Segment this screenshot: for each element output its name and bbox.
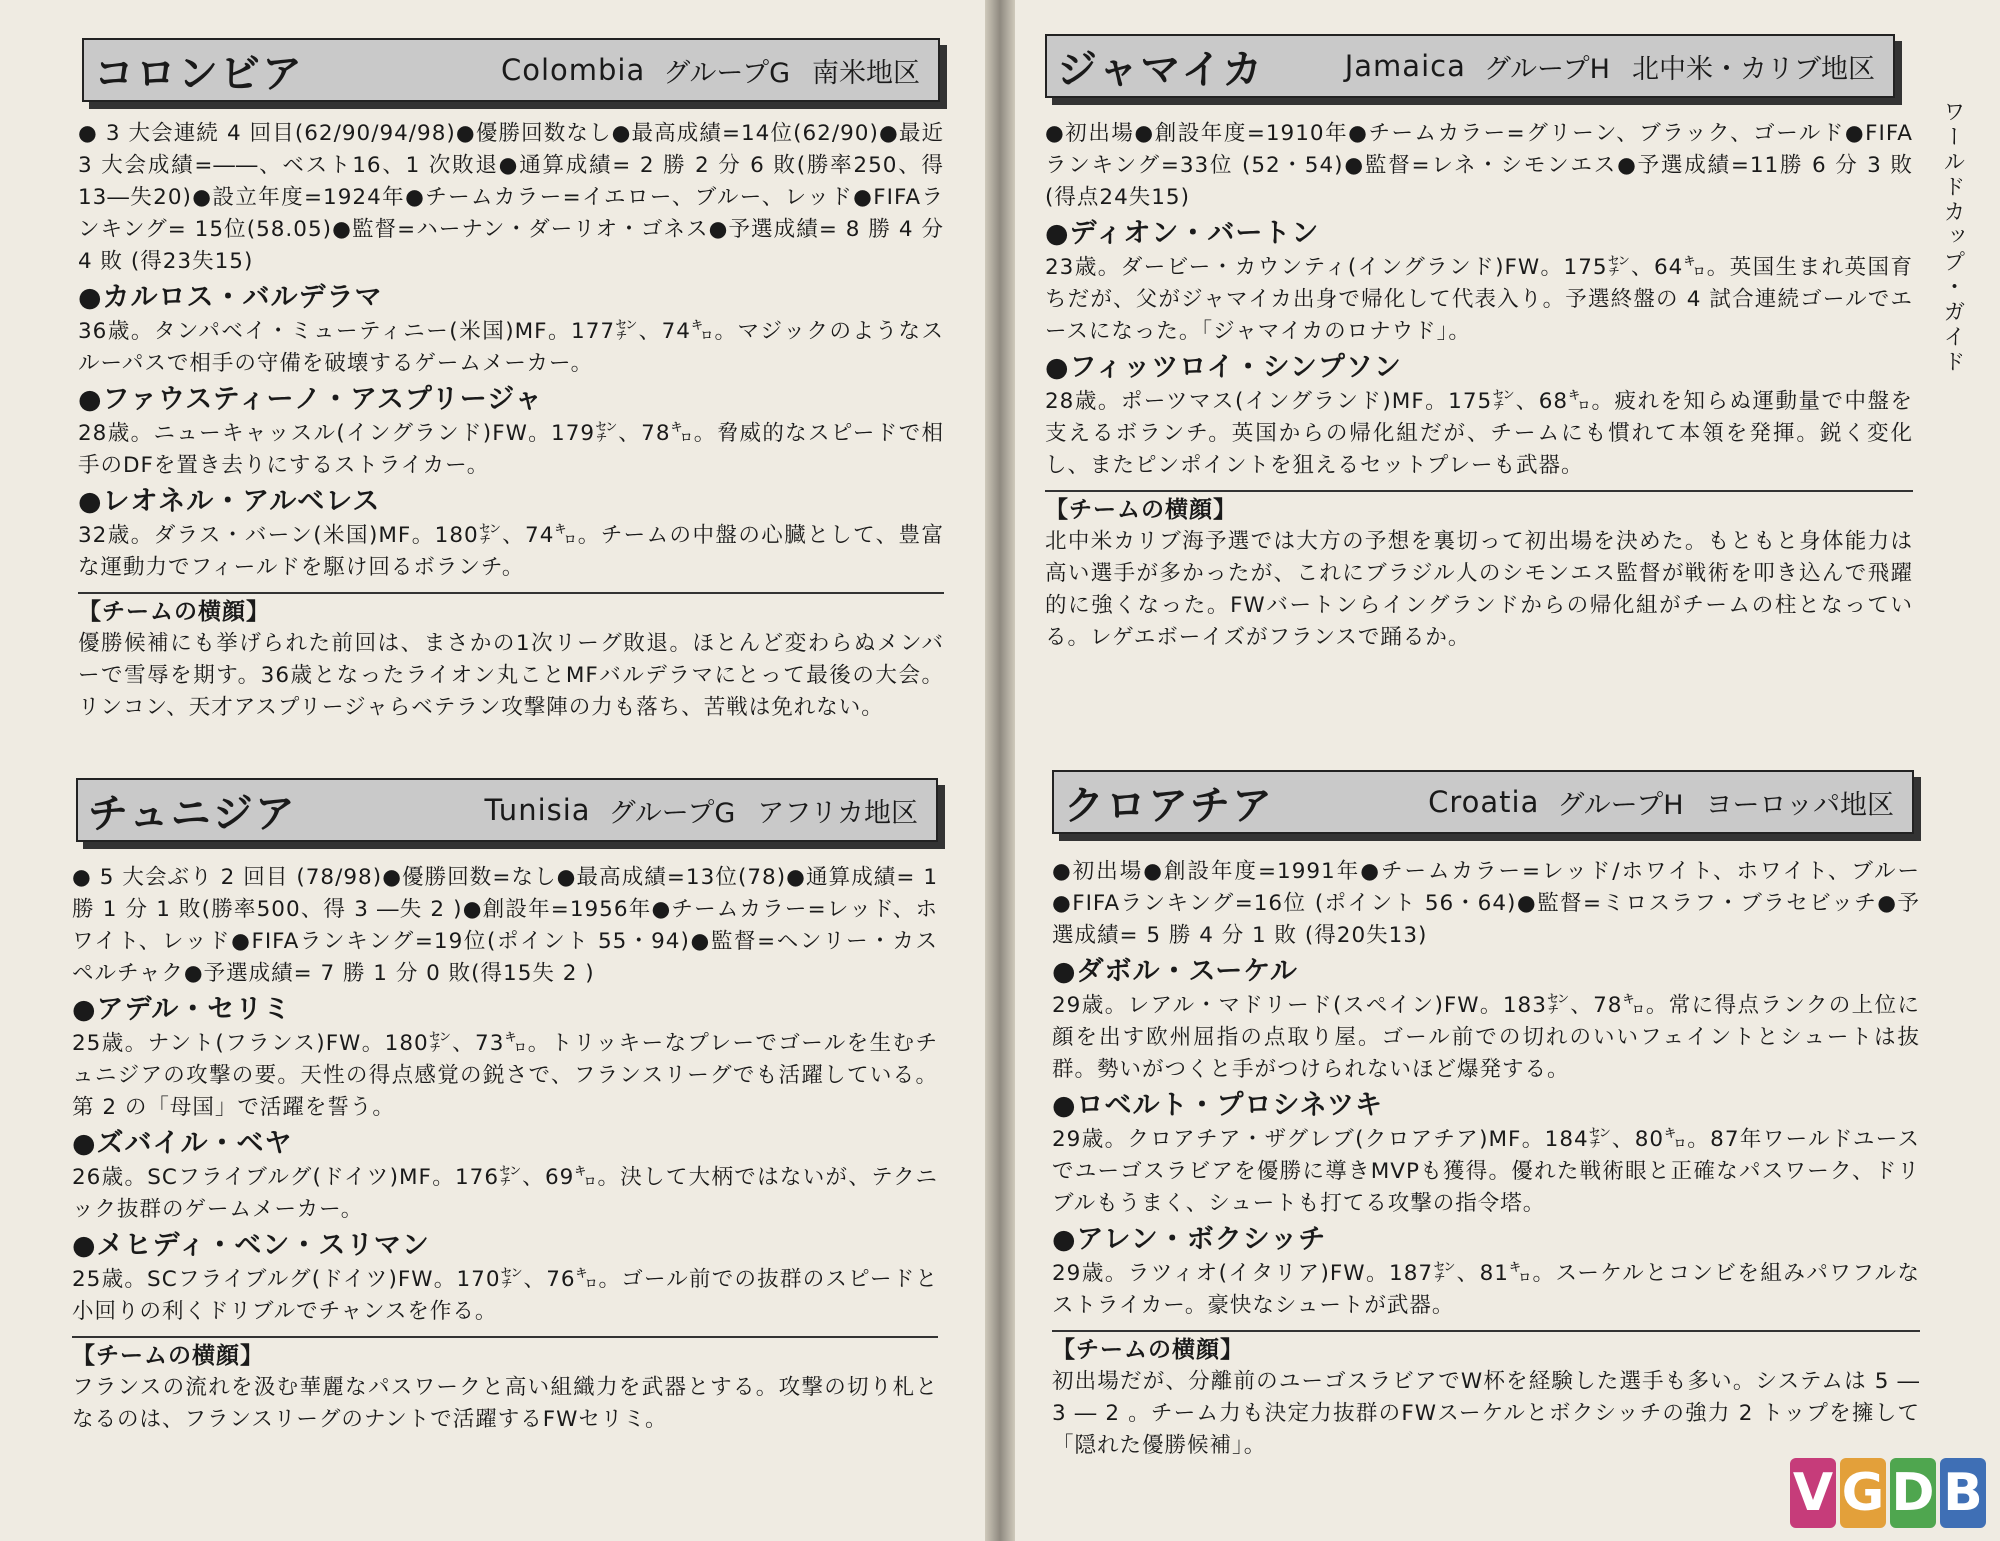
team-profile-title: 【チームの横顔】 [1045,497,1237,523]
team-group: グループG [663,57,790,89]
player-name: ●フィッツロイ・シンプソン [1045,352,1402,383]
team-name-en: Colombia [500,53,646,87]
team-section-colombia [78,118,944,724]
team-profile-title: 【チームの横顔】 [78,599,270,625]
team-region: 南米地区 [812,57,920,89]
team-profile [72,1336,938,1436]
team-group: グループH [1557,789,1684,821]
team-stats: ●初出場●創設年度=1991年●チームカラー=レッド/ホワイト、ホワイト、ブルー●FIFAランキング=16位 (ポイント 56・64)●監督=ミロスラフ・ブラセビッチ●予選成績= 5 勝 4 分 1 敗 (得20失13) [1052,859,1920,948]
team-section-jamaica [1045,118,1913,654]
team-profile [1045,490,1913,654]
team-name-jp: クロアチア [1064,782,1274,829]
team-stats: ●初出場●創設年度=1910年●チームカラー=グリーン、ブラック、ゴールド●FIFAランキング=33位 (52・54)●監督=レネ・シモンエス●予選成績=11勝 6 分 3 敗 (得点24失15) [1045,121,1913,210]
player-name: ●ロベルト・プロシネツキ [1052,1090,1383,1121]
player-desc: 29歳。クロアチア・ザグレブ(クロアチア)MF。184㌢、80㌔。87年ワールドユースでユーゴスラビアを優勝に導きMVPも獲得。優れた戦術眼と正確なパスワーク、ドリブルもうまく、シュートも打てる攻撃の指令塔。 [1052,1127,1920,1216]
player-name: ●ズバイル・ベヤ [72,1128,293,1159]
logo-letter-d: D [1890,1458,1936,1528]
player-desc: 29歳。ラツィオ(イタリア)FW。187㌢、81㌔。スーケルとコンビを組みパワフルなストライカー。豪快なシュートが武器。 [1052,1261,1920,1318]
team-header-croatia [1052,770,1914,834]
logo-letter-g: G [1840,1458,1886,1528]
team-name-jp: コロンビア [94,50,304,97]
book-gutter [985,0,1015,1541]
team-name-en: Croatia [1428,785,1540,819]
player-name: ●カルロス・バルデラマ [78,282,383,313]
player-desc: 23歳。ダービー・カウンティ(イングランド)FW。175㌢、64㌔。英国生まれ英国育ちだが、父がジャマイカ出身で帰化して代表入り。予選終盤の 4 試合連続ゴールでエースになった。「ジャマイカのロナウド」。 [1045,255,1913,344]
team-header-tunisia [76,778,938,842]
player-desc: 25歳。ナント(フランス)FW。180㌢、73㌔。トリッキーなプレーでゴールを生むチュニジアの攻撃の要。天性の得点感覚の鋭さで、フランスリーグでも活躍している。第 2 の「母国」で活躍を誓う。 [72,1031,938,1120]
player-name: ●ディオン・バートン [1045,218,1320,249]
team-stats: ● 5 大会ぶり 2 回目 (78/98)●優勝回数=なし●最高成績=13位(78)●通算成績= 1 勝 1 分 1 敗(勝率500、得 3 ―失 2 )●創設年=1956年●チームカラー=レッド、ホワイト、レッド●FIFAランキング=19位(ポイント 55・94)●監督=ヘンリー・カスペルチャク●予選成績= 7 勝 1 分 0 敗(得15失 2 ) [72,865,938,986]
team-profile-title: 【チームの横顔】 [1052,1337,1244,1363]
player-desc: 36歳。タンパベイ・ミューティニー(米国)MF。177㌢、74㌔。マジックのようなスルーパスで相手の守備を破壊するゲームメーカー。 [78,319,944,376]
team-name-jp: チュニジア [88,790,297,837]
team-name-en: Jamaica [1344,49,1466,83]
logo-letter-b: B [1940,1458,1986,1528]
player-desc: 29歳。レアル・マドリード(スペイン)FW。183㌢、78㌔。常に得点ランクの上位に顔を出す欧州屈指の点取り屋。ゴール前での切れのいいフェイントとシュートは抜群。勢いがつくと手がつけられないほど爆発する。 [1052,993,1920,1082]
player-desc: 28歳。ポーツマス(イングランド)MF。175㌢、68㌔。疲れを知らぬ運動量で中盤を支えるボランチ。英国からの帰化組だが、チームにも慣れて本領を発揮。鋭く変化し、またピンポイントを狙えるセットプレーも武器。 [1045,389,1913,478]
vgdb-watermark-logo [1790,1458,1986,1528]
player-name: ●レオネル・アルベレス [78,486,381,517]
team-header-colombia [82,38,940,102]
team-profile-text: 初出場だが、分離前のユーゴスラビアでW杯を経験した選手も多い。システムは 5 ― 3 ― 2 。チーム力も決定力抜群のFWスーケルとボクシッチの強力 2 トップを擁して「隠れた優勝候補」。 [1052,1369,1920,1458]
team-section-tunisia [72,862,938,1436]
team-profile-text: 優勝候補にも挙げられた前回は、まさかの1次リーグ敗退。ほとんど変わらぬメンバーで雪辱を期す。36歳となったライオン丸ことMFバルデラマにとって最後の大会。リンコン、天才アスプリージャらベテラン攻撃陣の力も落ち、苦戦は免れない。 [78,631,944,720]
team-name-en: Tunisia [484,793,591,827]
team-profile-text: フランスの流れを汲む華麗なパスワークと高い組織力を武器とする。攻撃の切り札となるのは、フランスリーグのナントで活躍するFWセリミ。 [72,1375,938,1432]
team-profile-title: 【チームの横顔】 [72,1343,264,1369]
player-name: ●アデル・セリミ [72,994,292,1025]
player-desc: 28歳。ニューキャッスル(イングランド)FW。179㌢、78㌔。脅威的なスピードで相手のDFを置き去りにするストライカー。 [78,421,944,478]
logo-letter-v: V [1790,1458,1836,1528]
player-name: ●ファウスティーノ・アスプリージャ [78,384,543,415]
player-name: ●メヒディ・ベン・スリマン [72,1230,430,1261]
team-group: グループG [608,797,736,829]
chapter-side-tab: ワールドカップ・ガイド [1940,100,1965,375]
team-section-croatia [1052,856,1920,1462]
team-stats: ● 3 大会連続 4 回目(62/90/94/98)●優勝回数なし●最高成績=14位(62/90)●最近 3 大会成績=――、ベスト16、1 次敗退●通算成績= 2 勝 2 分 6 敗(勝率250、得13―失20)●設立年度=1924年●チームカラー=イエロー、ブルー、レッド●FIFAランキング= 15位(58.05)●監督=ハーナン・ダーリオ・ゴネス●予選成績= 8 勝 4 分 4 敗 (得23失15) [78,121,944,274]
team-group: グループH [1483,53,1610,85]
team-header-jamaica [1045,34,1895,98]
team-profile [78,592,944,724]
team-region: アフリカ地区 [757,797,918,829]
team-region: 北中米・カリブ地区 [1632,53,1875,85]
player-name: ●アレン・ボクシッチ [1052,1224,1327,1255]
team-region: ヨーロッパ地区 [1705,789,1894,821]
player-name: ●ダボル・スーケル [1052,956,1298,987]
player-desc: 26歳。SCフライブルグ(ドイツ)MF。176㌢、69㌔。決して大柄ではないが、テクニック抜群のゲームメーカー。 [72,1165,938,1222]
team-profile [1052,1330,1920,1462]
team-profile-text: 北中米カリブ海予選では大方の予想を裏切って初出場を決めた。もともと身体能力は高い選手が多かったが、これにブラジル人のシモンエス監督が戦術を叩き込んで飛躍的に強くなった。FWバートンらイングランドからの帰化組がチームの柱となっている。レゲエボーイズがフランスで踊るか。 [1045,529,1913,650]
team-name-jp: ジャマイカ [1057,46,1265,93]
player-desc: 32歳。ダラス・バーン(米国)MF。180㌢、74㌔。チームの中盤の心臓として、豊富な運動力でフィールドを駆け回るボランチ。 [78,523,944,580]
player-desc: 25歳。SCフライブルグ(ドイツ)FW。170㌢、76㌔。ゴール前での抜群のスピードと小回りの利くドリブルでチャンスを作る。 [72,1267,938,1324]
